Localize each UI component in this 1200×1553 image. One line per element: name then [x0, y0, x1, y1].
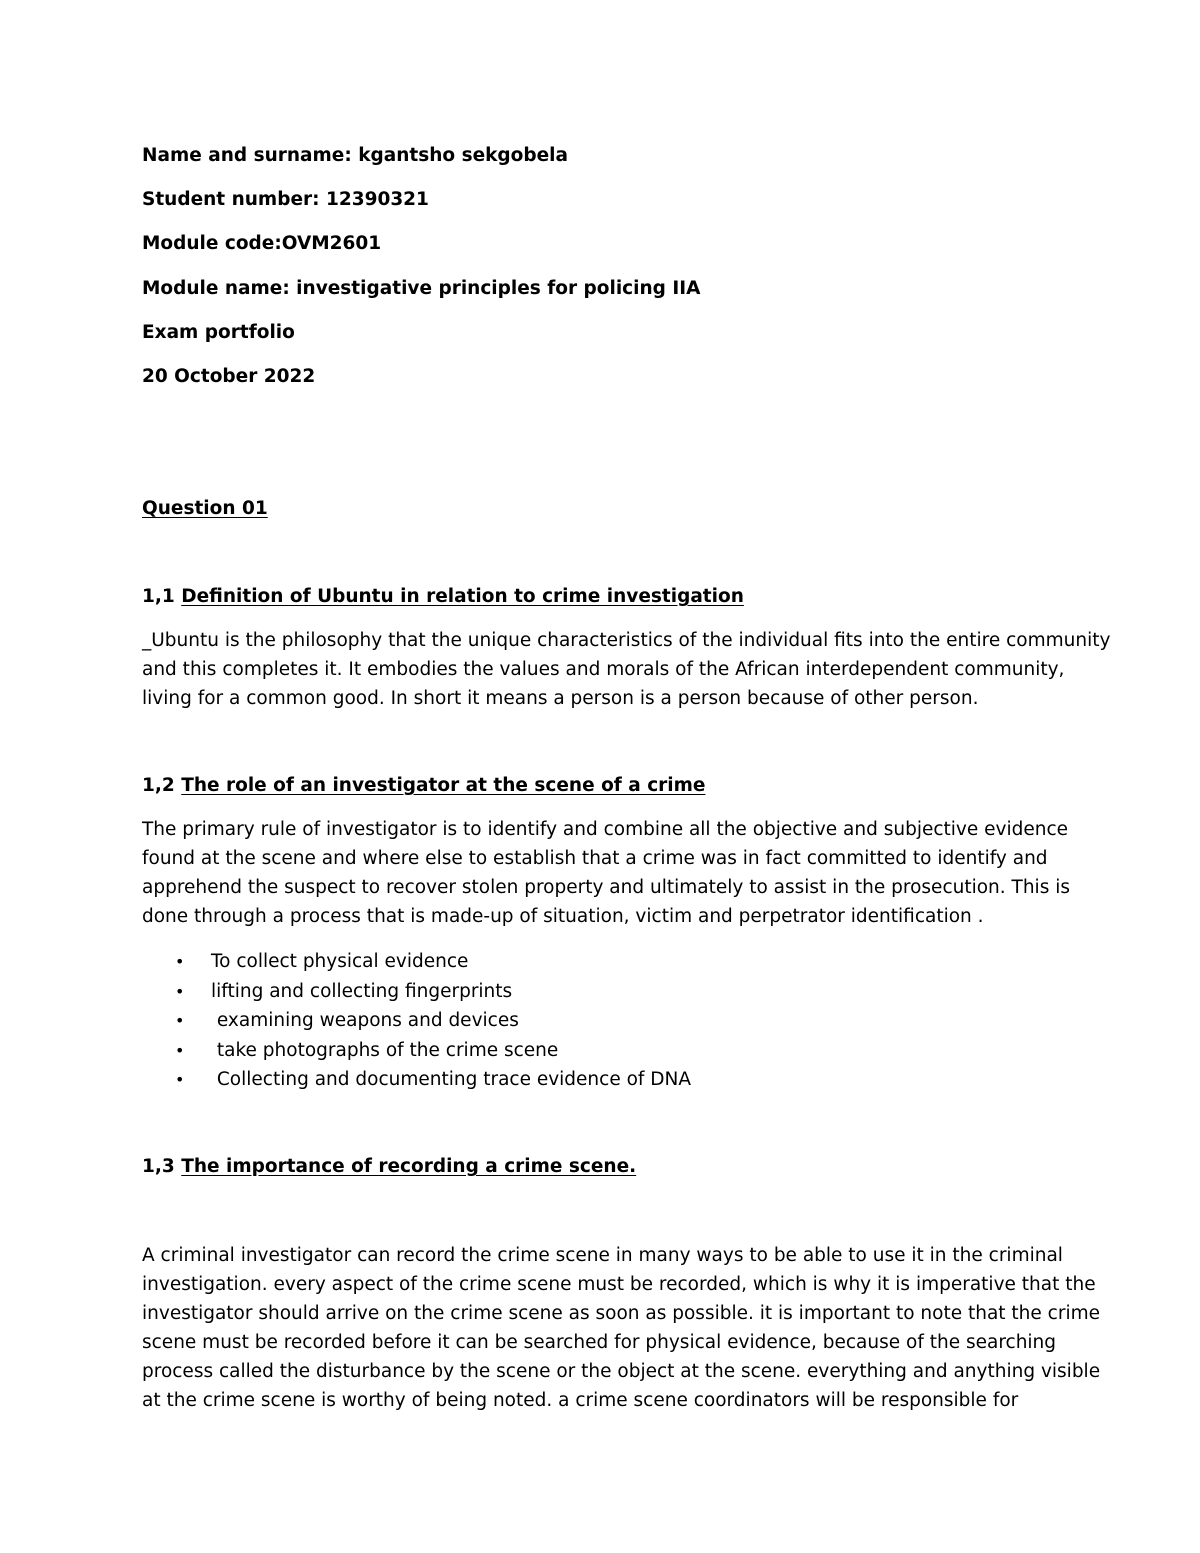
section-number: 1,2	[142, 775, 175, 796]
list-item-text: take photographs of the crime scene	[211, 1039, 559, 1061]
section-1-1-heading	[142, 585, 744, 609]
section-1-3-heading	[142, 1155, 636, 1179]
section-heading-text: The importance of recording a crime scene.	[181, 1156, 637, 1177]
bullet-icon: •	[175, 1011, 185, 1030]
paragraph-line: done through a process that is made-up of situation, victim and perpetrator identification .	[142, 906, 984, 927]
paragraph-line: living for a common good. In short it means a person is a person because of other person.	[142, 688, 979, 709]
paragraph-line: and this completes it. It embodies the values and morals of the African interdependent community,	[142, 659, 1065, 680]
section-1-2-heading	[142, 774, 705, 798]
paragraph-line: A criminal investigator can record the crime scene in many ways to be able to use it in the criminal	[142, 1245, 1063, 1266]
section-heading-text: Definition of Ubuntu in relation to crime investigation	[181, 586, 744, 607]
list-item-text: Collecting and documenting trace evidence of DNA	[211, 1069, 692, 1090]
date-line: 20 October 2022	[142, 366, 316, 387]
module-name-line: Module name: investigative principles for policing IIA	[142, 278, 701, 299]
student-number-line: Student number: 12390321	[142, 189, 429, 210]
list-item-text: examining weapons and devices	[211, 1010, 519, 1031]
list-item-text: To collect physical evidence	[211, 951, 469, 972]
bullet-icon: •	[175, 981, 185, 1001]
paragraph-line: investigator should arrive on the crime scene as soon as possible. it is important to note that the crime	[142, 1303, 1100, 1324]
bullet-icon: •	[175, 952, 185, 971]
section-heading-text: The role of an investigator at the scene of a crime	[181, 775, 706, 796]
paragraph-line: The primary rule of investigator is to identify and combine all the objective and subjective evidence	[142, 819, 1069, 840]
list-item-text: lifting and collecting fingerprints	[211, 980, 513, 1002]
section-number: 1,3	[142, 1156, 175, 1177]
paragraph-line: apprehend the suspect to recover stolen property and ultimately to assist in the prosecution. This is	[142, 877, 1070, 898]
name-line: Name and surname: kgantsho sekgobela	[142, 145, 568, 166]
section-1-3-paragraph	[142, 1241, 1101, 1415]
paragraph-line: investigation. every aspect of the crime scene must be recorded, which is why it is imperative that the	[142, 1274, 1096, 1295]
exam-portfolio-line: Exam portfolio	[142, 322, 295, 343]
paragraph-line: at the crime scene is worthy of being noted. a crime scene coordinators will be responsible for	[142, 1390, 1019, 1411]
section-1-1-paragraph	[142, 626, 1111, 713]
bullet-icon: •	[175, 1070, 185, 1089]
paragraph-line: scene must be recorded before it can be searched for physical evidence, because of the searching	[142, 1332, 1057, 1353]
paragraph-line: process called the disturbance by the scene or the object at the scene. everything and anything visible	[142, 1361, 1101, 1382]
bullet-icon: •	[175, 1040, 185, 1060]
question-title: Question 01	[142, 498, 268, 519]
paragraph-line: found at the scene and where else to establish that a crime was in fact committed to identify and	[142, 848, 1048, 869]
section-number: 1,1	[142, 586, 175, 607]
paragraph-line: _Ubuntu is the philosophy that the unique characteristics of the individual fits into the entire community	[142, 630, 1111, 651]
section-1-2-paragraph	[142, 815, 1072, 931]
module-code-line: Module code:OVM2601	[142, 233, 382, 254]
